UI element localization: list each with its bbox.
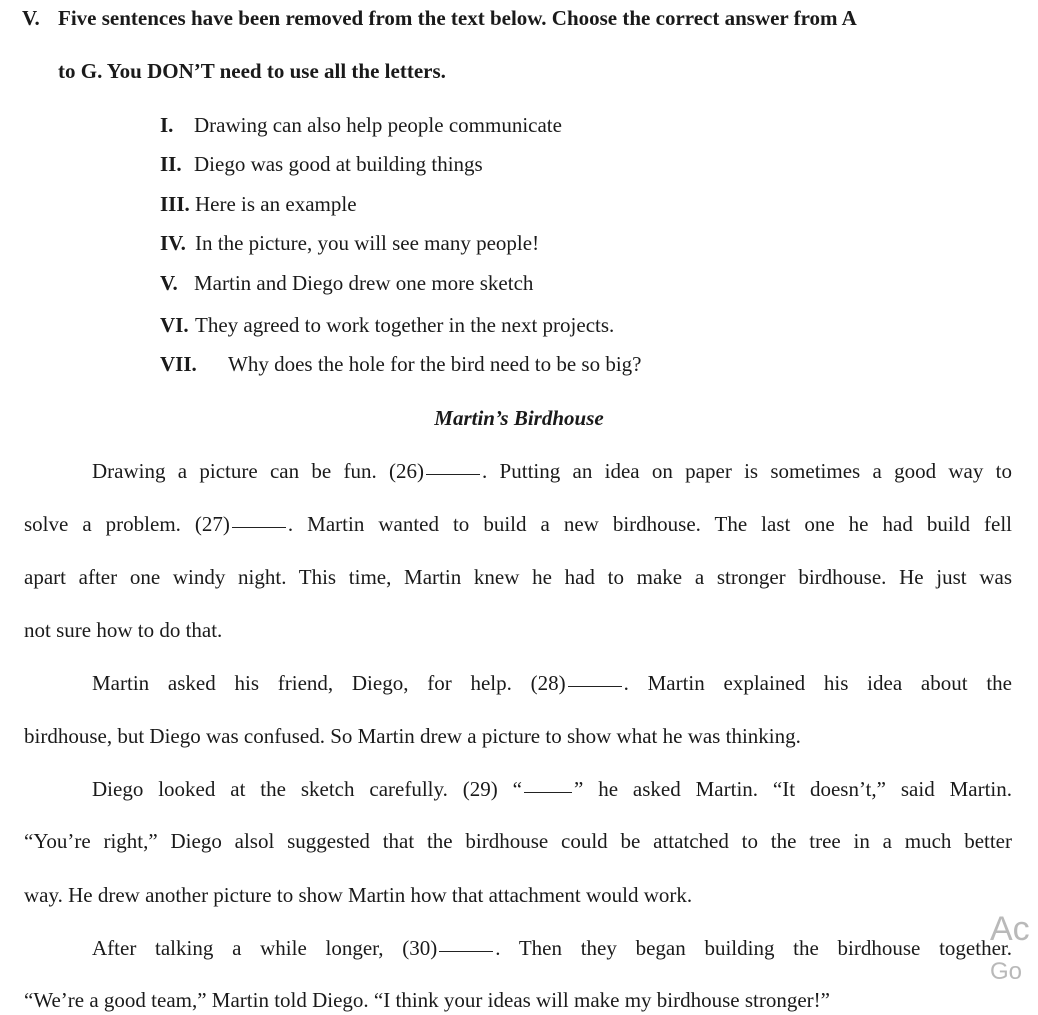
instruction-label: V. bbox=[22, 6, 40, 30]
option-text: Diego was good at building things bbox=[194, 152, 483, 176]
instruction-line-1: Five sentences have been removed from the text below. Choose the correct answer from A bbox=[58, 6, 857, 30]
option-item bbox=[160, 152, 483, 177]
paragraph-4-line-1: After talking a while longer, (30) . Then they began building the birdhouse together. bbox=[92, 936, 1012, 960]
option-text: They agreed to work together in the next projects. bbox=[195, 313, 615, 337]
paragraph-4-line-2: “We’re a good team,” Martin told Diego. “I think your ideas will make my birdhouse stronger!” bbox=[24, 988, 830, 1012]
answer-blank-29[interactable] bbox=[524, 792, 572, 793]
option-text: Drawing can also help people communicate bbox=[194, 113, 562, 137]
option-number: II. bbox=[160, 152, 182, 176]
option-item bbox=[160, 352, 641, 377]
option-number: III. bbox=[160, 192, 190, 216]
option-item bbox=[160, 192, 357, 217]
paragraph-3-line-2: “You’re right,” Diego alsol suggested that the birdhouse could be attatched to the tree in a much better bbox=[24, 829, 1012, 853]
option-number: V. bbox=[160, 271, 178, 295]
option-item bbox=[160, 271, 533, 296]
option-number: VI. bbox=[160, 313, 189, 337]
option-item bbox=[160, 113, 562, 138]
paragraph-3-line-1: Diego looked at the sketch carefully. (29) “ ” he asked Martin. “It doesn’t,” said Martin. bbox=[92, 777, 1012, 801]
answer-blank-28[interactable] bbox=[568, 686, 622, 687]
option-item bbox=[160, 231, 539, 256]
option-number: VII. bbox=[160, 352, 197, 376]
answer-blank-30[interactable] bbox=[439, 951, 493, 952]
option-text: Here is an example bbox=[195, 192, 357, 216]
answer-blank-27[interactable] bbox=[232, 527, 286, 528]
paragraph-1-line-1: Drawing a picture can be fun. (26) . Putting an idea on paper is sometimes a good way to bbox=[92, 459, 1012, 483]
answer-blank-26[interactable] bbox=[426, 474, 480, 475]
paragraph-1-line-2: solve a problem. (27) . Martin wanted to build a new birdhouse. The last one he had build fell bbox=[24, 512, 1012, 536]
paragraph-1-line-4: not sure how to do that. bbox=[24, 618, 223, 642]
paragraph-2-line-1: Martin asked his friend, Diego, for help. (28) . Martin explained his idea about the bbox=[92, 671, 1012, 695]
paragraph-1-line-3: apart after one windy night. This time, Martin knew he had to make a stronger birdhouse. He just was bbox=[24, 565, 1012, 589]
watermark-line-1: Ac bbox=[990, 910, 1030, 948]
paragraph-3-line-3: way. He drew another picture to show Martin how that attachment would work. bbox=[24, 883, 693, 907]
option-item bbox=[160, 313, 614, 338]
option-text: In the picture, you will see many people! bbox=[195, 231, 540, 255]
option-text: Why does the hole for the bird need to be so big? bbox=[228, 352, 642, 376]
option-text: Martin and Diego drew one more sketch bbox=[194, 271, 534, 295]
option-number: IV. bbox=[160, 231, 186, 255]
paragraph-2-line-2: birdhouse, but Diego was confused. So Martin drew a picture to show what he was thinking. bbox=[24, 724, 801, 748]
instruction-line-2: to G. You DON’T need to use all the letters. bbox=[58, 59, 446, 83]
story-title: Martin’s Birdhouse bbox=[434, 406, 604, 430]
watermark-line-2: Go bbox=[990, 958, 1023, 985]
option-number: I. bbox=[160, 113, 174, 137]
